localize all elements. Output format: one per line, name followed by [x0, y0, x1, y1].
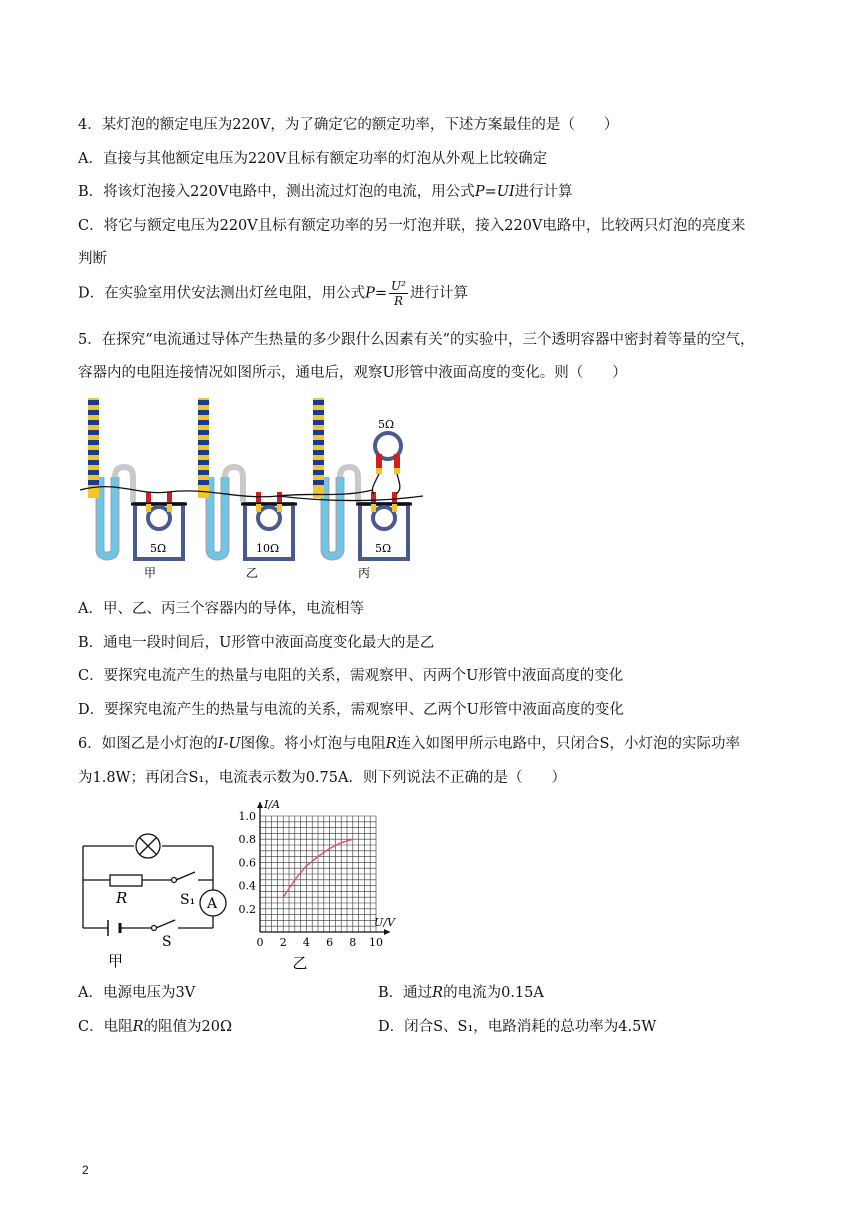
q6-stem-text-mid: 图像。将小灯泡与电阻 [240, 736, 386, 752]
label-jia-circuit: 甲 [108, 952, 124, 970]
q5-option-d: D．要探究电流产生的热量与电流的关系，需观察甲、乙两个U形管中液面高度的变化 [78, 702, 624, 718]
x-tick-label: 0 [256, 936, 264, 949]
q6-option-b-text: B．通过 [378, 985, 433, 1001]
q6-stem-line1 [78, 732, 740, 753]
q5-option-b: B．通电一段时间后，U形管中液面高度变化最大的是乙 [78, 635, 435, 651]
q4-option-b-tail: 进行计算 [514, 184, 573, 200]
resistor-label-yi: 10Ω [256, 542, 280, 555]
ammeter-label: A [207, 896, 218, 912]
x-tick-label: 8 [349, 936, 357, 949]
q6-stem-text: 6．如图乙是小灯泡的 [78, 736, 218, 752]
resistor-label: R [116, 889, 128, 907]
q4-option-d-tail: 进行计算 [409, 285, 468, 302]
x-tick-label: 10 [369, 936, 383, 949]
y-axis-label: I/A [264, 798, 280, 811]
x-tick-label: 6 [326, 936, 334, 949]
label-jia: 甲 [144, 566, 157, 580]
u-tube-yi [198, 398, 243, 556]
q5-option-c: C．要探究电流产生的热量与电阻的关系，需观察甲、丙两个U形管中液面高度的变化 [78, 668, 624, 684]
q4-option-d-fraction [389, 280, 408, 307]
q4-option-b-formula: P=UI [474, 184, 515, 200]
q6-iu-chart [226, 792, 416, 972]
q5-joule-heating-figure [78, 392, 428, 584]
q4-option-c-line2: 判断 [78, 251, 107, 267]
q6-option-b-r: R [432, 985, 444, 1001]
y-tick-label: 1.0 [238, 810, 256, 823]
x-axis-arrow [384, 929, 390, 935]
q6-stem-line2: 为1.8W；再闭合S₁，电流表示数为0.75A．则下列说法不正确的是（ ） [78, 770, 566, 786]
q4-option-a: A．直接与其他额定电压为220V且标有额定功率的灯泡从外观上比较确定 [78, 151, 548, 167]
q6-stem-text-tail: 连入如图甲所示电路中，只闭合S，小灯泡的实际功率 [396, 736, 740, 752]
label-bing: 丙 [358, 566, 371, 580]
switch-s1-label: S₁ [180, 892, 196, 908]
q6-r-symbol: R [385, 736, 397, 752]
external-resistor-label: 5Ω [378, 418, 395, 431]
u-tube-bing [313, 398, 358, 556]
q4-option-b-text: B．将该灯泡接入220V电路中，测出流过灯泡的电流，用公式 [78, 184, 475, 200]
q4-option-d [78, 280, 468, 307]
q4-option-d-formula-p: P= [365, 285, 388, 302]
y-tick-label: 0.8 [238, 833, 256, 847]
switch-s-label: S [162, 934, 172, 950]
x-tick-label: 2 [279, 936, 287, 949]
label-yi: 乙 [246, 566, 259, 580]
resistor-label-jia: 5Ω [150, 542, 167, 555]
y-axis-arrow [257, 802, 263, 808]
q6-circuit-diagram [78, 828, 238, 970]
q6-option-d: D．闭合S、S₁，电路消耗的总功率为4.5W [378, 1019, 657, 1035]
u-tube-jia [88, 398, 133, 556]
q5-option-a: A．甲、乙、丙三个容器内的导体，电流相等 [78, 601, 364, 617]
resistor-label-bing: 5Ω [375, 542, 392, 555]
x-tick-label: 4 [302, 936, 310, 949]
y-tick-label: 0.6 [238, 856, 256, 870]
lamp-symbol [136, 834, 160, 858]
q5-stem-line1: 5．在探究“电流通过导体产生热量的多少跟什么因素有关”的实验中，三个透明容器中密封着等量的空气， [78, 332, 755, 348]
q6-option-c [78, 1015, 232, 1036]
q5-stem-line2: 容器内的电阻连接情况如图所示，通电后，观察U形管中液面高度的变化。则（ ） [78, 365, 627, 381]
q4-option-c-line1: C．将它与额定电压为220V且标有额定功率的另一灯泡并联，接入220V电路中，比较两只灯泡的亮度来 [78, 218, 746, 234]
q4-stem: 4．某灯泡的额定电压为220V，为了确定它的额定功率，下述方案最佳的是（ ） [78, 117, 619, 133]
q6-option-c-text: C．电阻 [78, 1019, 133, 1035]
resistor-symbol [110, 875, 142, 886]
x-axis-label: U/V [374, 916, 395, 929]
fraction-denominator: R [393, 294, 404, 308]
page-number: 2 [82, 1163, 89, 1177]
q4-option-d-text: D．在实验室用伏安法测出灯丝电阻，用公式 [78, 285, 366, 302]
q6-iu-symbol: I-U [217, 736, 241, 752]
q6-option-c-r: R [132, 1019, 144, 1035]
q6-option-b-tail: 的电流为0.15A [443, 985, 544, 1001]
y-tick-label: 0.2 [238, 902, 256, 916]
q6-option-a: A．电源电压为3V [78, 985, 196, 1001]
fraction-numerator: U² [391, 279, 406, 293]
q6-option-c-tail: 的阻值为20Ω [143, 1019, 233, 1035]
chart-label-yi: 乙 [292, 954, 308, 972]
y-tick-label: 0.4 [238, 879, 256, 893]
q4-option-b [78, 180, 573, 201]
q6-option-b [378, 981, 544, 1002]
